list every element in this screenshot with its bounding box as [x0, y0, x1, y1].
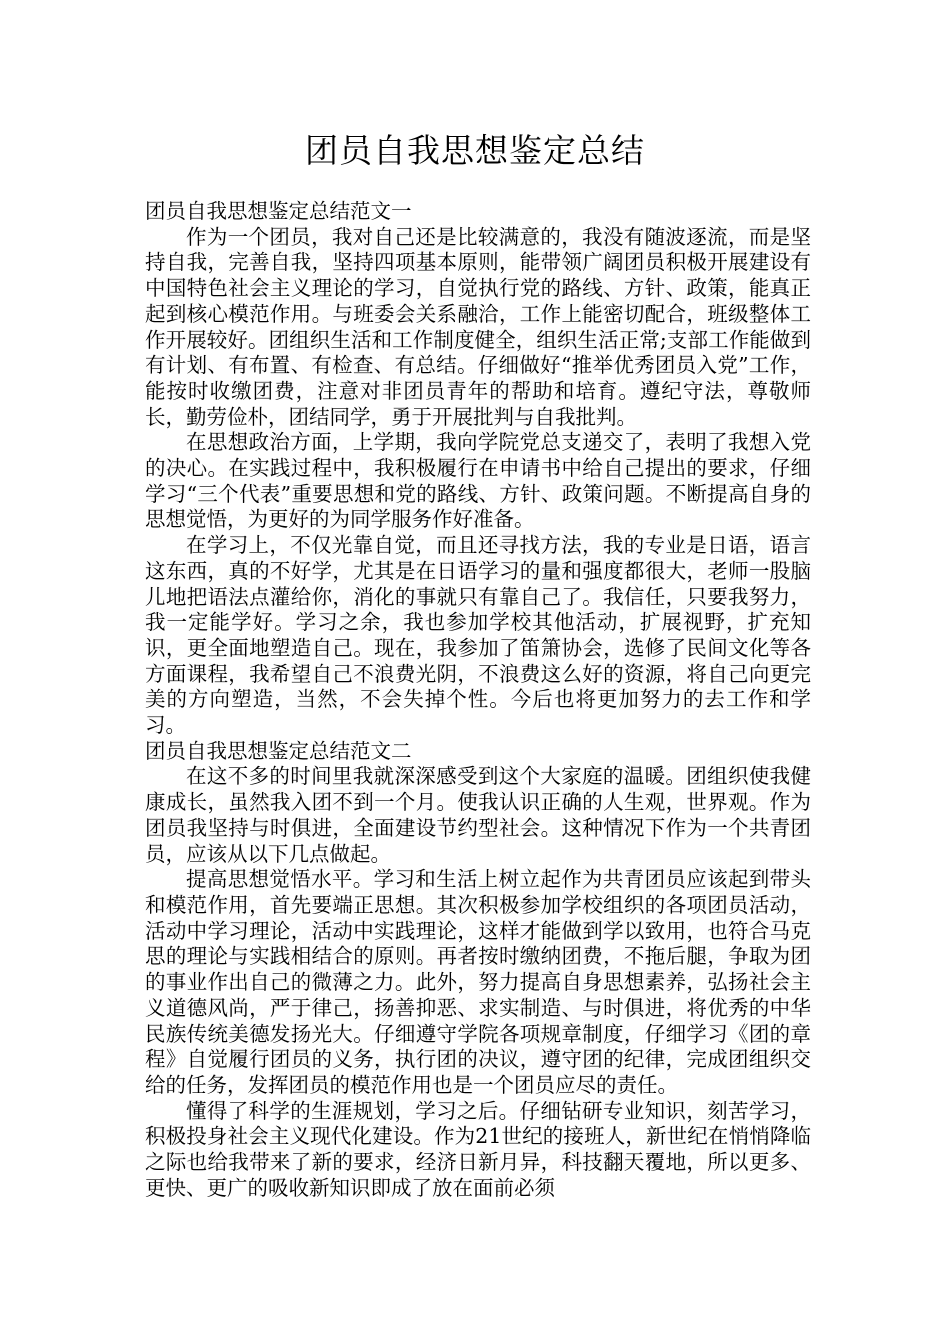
document-title: 团员自我思想鉴定总结: [305, 131, 645, 170]
section-heading: 团员自我思想鉴定总结范文一: [145, 199, 412, 223]
section-heading: 团员自我思想鉴定总结范文二: [145, 738, 412, 763]
paragraph: 在这不多的时间里我就深深感受到这个大家庭的温暖。团组织使我健康成长，虽然我入团不到一个月。使我认识正确的人生观，世界观。作为团员我坚持与时俱进，全面建设节约型社会。这种情况下作为一个共青团员，应该从以下几点做起。: [145, 764, 811, 866]
paragraph: 提高思想觉悟水平。学习和生活上树立起作为共青团员应该起到带头和模范作用，首先要端正思想。其次积极参加学校组织的各项团员活动，活动中学习理论，活动中实践理论，这样才能做到学以致用，也符合马克思的理论与实践相结合的原则。再者按时缴纳团费，不拖后腿，争取为团的事业作出自己的微薄之力。此外，努力提高自身思想素养，弘扬社会主义道德风尚，严于律己，扬善抑恶、求实制造、与时俱进，将优秀的中华民族传统美德发扬光大。仔细遵守学院各项规章制度，仔细学习《团的章程》自觉履行团员的义务，执行团的决议，遵守团的纪律，完成团组织交给的任务，发挥团员的模范作用也是一个团员应尽的责任。: [145, 867, 811, 1097]
paragraph: 懂得了科学的生涯规划，学习之后。仔细钻研专业知识，刻苦学习，积极投身社会主义现代化建设。作为21世纪的接班人，新世纪在悄悄降临之际也给我带来了新的要求，经济日新月异，科技翻天覆地，所以更多、更快、更广的吸收新知识即成了放在面前必须: [145, 1098, 811, 1200]
document-body: [145, 199, 811, 1201]
paragraph: 在学习上，不仅光靠自觉，而且还寻找方法，我的专业是日语，语言这东西，真的不好学，尤其是在日语学习的量和强度都很大，老师一股脑儿地把语法点灌给你，消化的事就只有靠自己了。我信任，只要我努力，我一定能学好。学习之余，我也参加学校其他活动，扩展视野，扩充知识，更全面地塑造自己。现在，我参加了笛箫协会，选修了民间文化等各方面课程，我希望自己不浪费光阴，不浪费这么好的资源，将自己向更完美的方向塑造，当然，不会失掉个性。今后也将更加努力的去工作和学习。: [145, 533, 811, 738]
paragraph: 作为一个团员，我对自己还是比较满意的，我没有随波逐流，而是坚持自我，完善自我，坚持四项基本原则，能带领广阔团员积极开展建设有中国特色社会主义理论的学习，自觉执行党的路线、方针、政策，能真正起到核心模范作用。与班委会关系融洽，工作上能密切配合，班级整体工作开展较好。团组织生活和工作制度健全，组织生活正常;支部工作能做到有计划、有布置、有检查、有总结。仔细做好“推举优秀团员入党”工作，能按时收缴团费，注意对非团员青年的帮助和培育。遵纪守法，尊敬师长，勤劳俭朴，团结同学，勇于开展批判与自我批判。: [145, 224, 811, 429]
paragraph: 在思想政治方面，上学期，我向学院党总支递交了，表明了我想入党的决心。在实践过程中，我积极履行在申请书中给自己提出的要求，仔细学习“三个代表”重要思想和党的路线、方针、政策问题。不断提高自身的思想觉悟，为更好的为同学服务作好准备。: [145, 430, 811, 532]
